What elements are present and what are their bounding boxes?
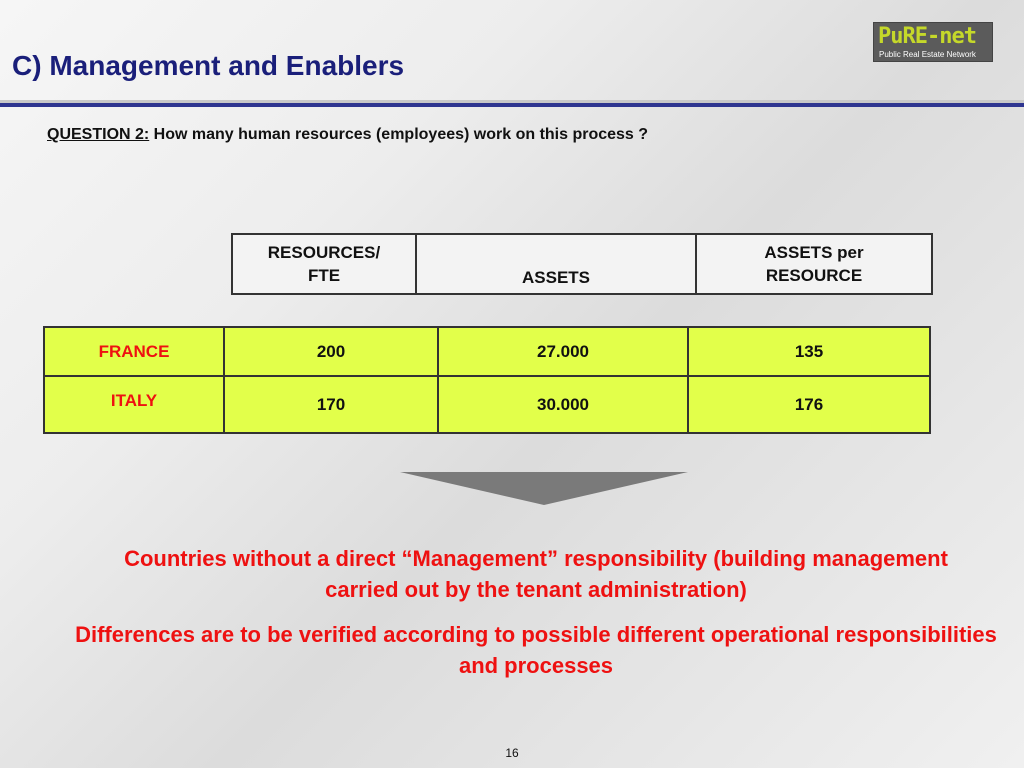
resources-cell: 200 [224, 327, 438, 376]
table-row [44, 327, 930, 376]
note-differences: Differences are to be verified according to possible different operational responsibilities and processes [75, 622, 997, 678]
assets-per-resource-cell: 176 [688, 376, 930, 433]
table-row [44, 376, 930, 433]
header-assets-label: ASSETS [521, 268, 591, 287]
down-arrow-shape [400, 472, 688, 505]
assets-per-resource-cell: 135 [688, 327, 930, 376]
question-text: How many human resources (employees) work on this process ? [149, 126, 649, 143]
title-divider [0, 100, 1024, 107]
question-label: QUESTION 2: [47, 126, 150, 143]
pure-net-logo [873, 22, 993, 62]
header-resources-fte [232, 234, 416, 294]
resources-cell: 170 [224, 376, 438, 433]
country-cell: ITALY [44, 376, 224, 433]
column-header-table [231, 233, 933, 295]
country-data-table [43, 326, 931, 434]
question-line [47, 126, 648, 144]
assets-cell: 30.000 [438, 376, 688, 433]
header-assets [416, 234, 696, 294]
down-arrow-icon [400, 472, 690, 506]
header-resources-line1: RESOURCES/ [267, 243, 381, 262]
header-row [232, 234, 932, 294]
country-cell: FRANCE [44, 327, 224, 376]
logo-tagline: Public Real Estate Network [879, 50, 976, 59]
assets-cell: 27.000 [438, 327, 688, 376]
header-apr-line1: ASSETS per [764, 243, 864, 262]
header-apr-line2: RESOURCE [765, 266, 863, 285]
slide-title: C) Management and Enablers [12, 50, 405, 81]
page-number: 16 [505, 746, 519, 760]
logo-wordmark: PuRE-net [878, 24, 976, 49]
note-management-responsibility: Countries without a direct “Management” responsibility (building management carried out by the tenant administration) [124, 546, 948, 602]
header-assets-per-resource [696, 234, 932, 294]
header-resources-line2: FTE [307, 266, 341, 285]
